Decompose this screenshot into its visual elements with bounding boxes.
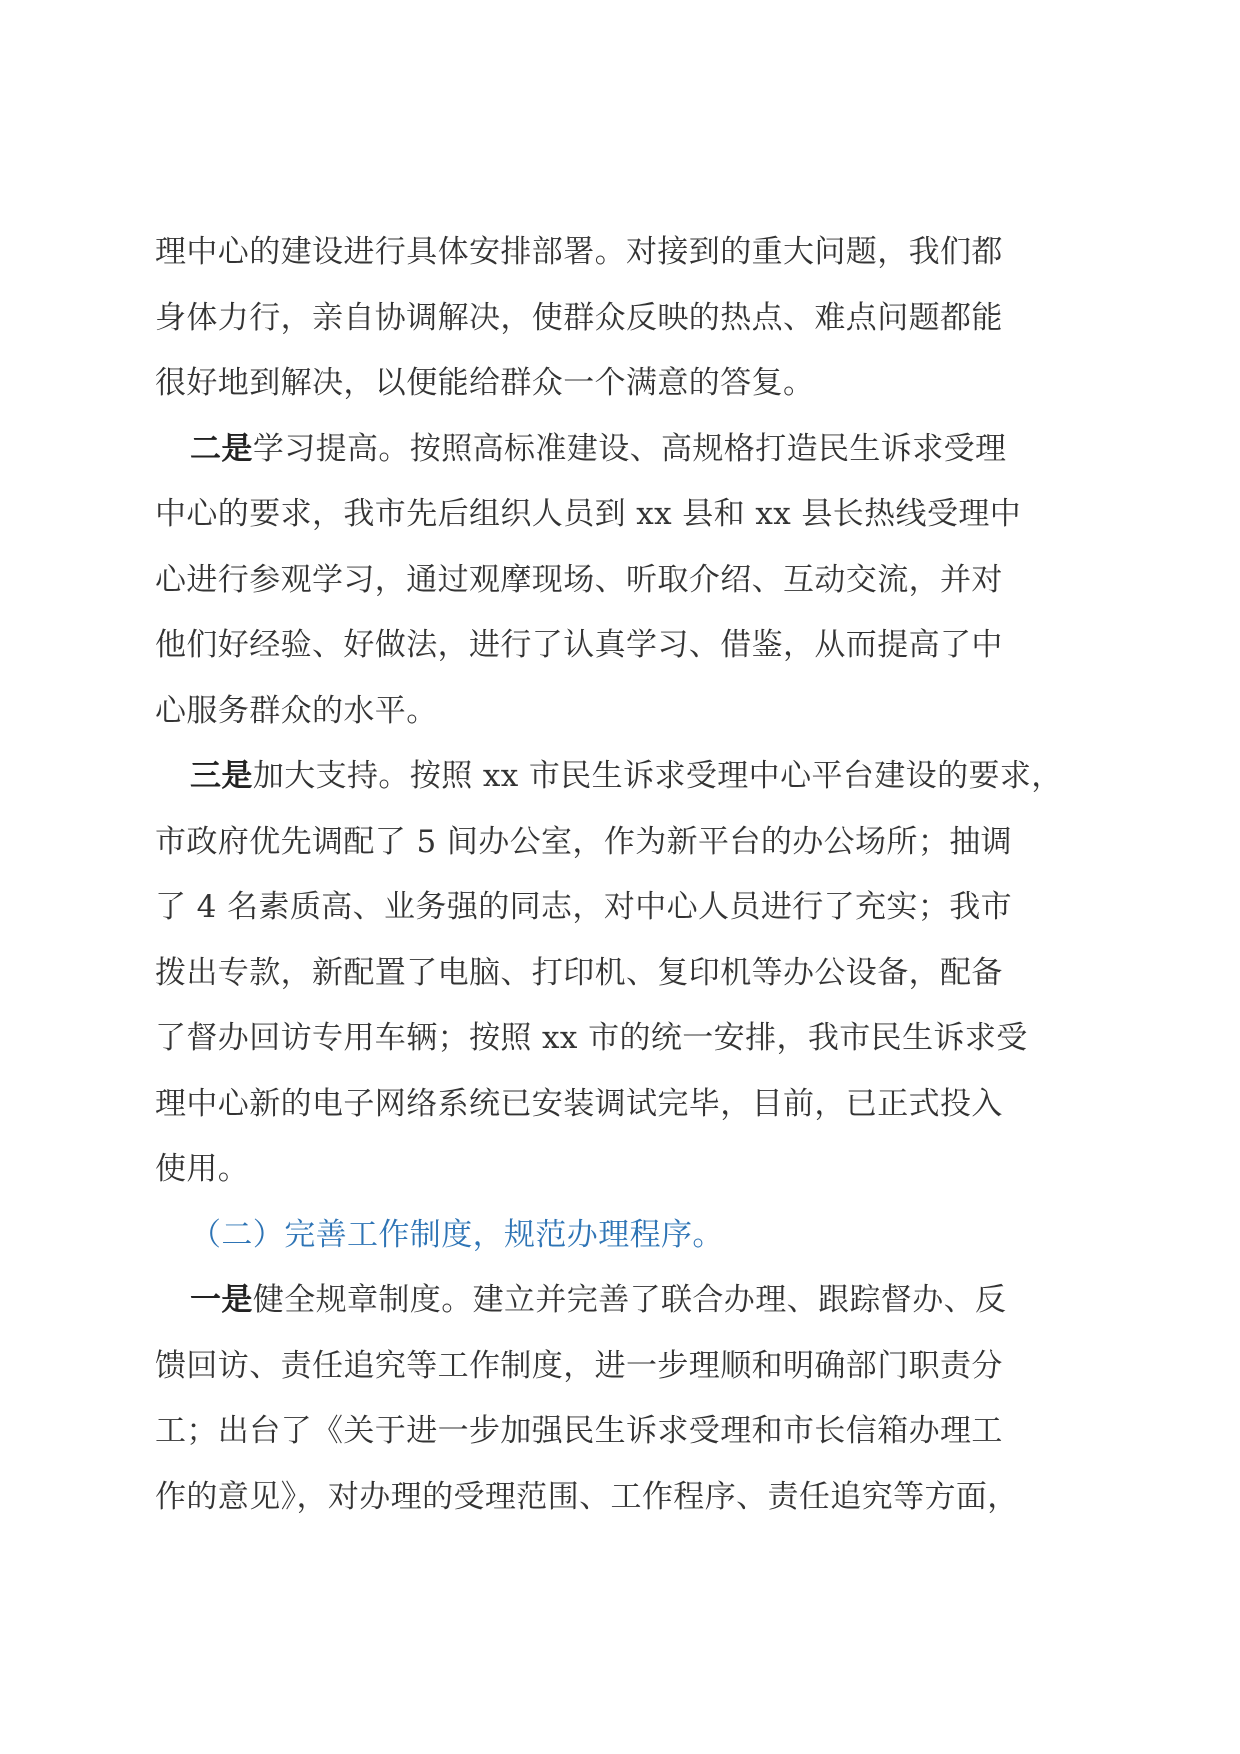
text-fragment: 学习提高。按照高标准建设、高规格打造民生诉求受理 [252,430,1007,467]
text-line: 市政府优先调配了 5 间办公室，作为新平台的办公场所；抽调 [155,823,1013,860]
text-line: 理中心新的电子网络系统已安装调试完毕，目前，已正式投入 [155,1085,1003,1122]
section-heading [155,1203,1095,1269]
text-line-first [155,1268,1095,1334]
document-body [155,220,1095,1530]
text-line: 了 4 名素质高、业务强的同志，对中心人员进行了充实；我市 [155,889,1013,925]
text-line-first [155,744,1095,810]
text-line: 了督办回访专用车辆；按照 xx 市的统一安排，我市民生诉求受 [155,1020,1028,1056]
text-line: 身体力行，亲自协调解决，使群众反映的热点、难点问题都能 [155,299,1003,336]
text-line: 工；出台了《关于进一步加强民生诉求受理和市长信箱办理工 [155,1413,1003,1449]
paragraph-lead: 一是 [190,1282,253,1318]
paragraph-continuation [155,220,1095,417]
section-heading-text: （二）完善工作制度，规范办理程序。 [190,1216,724,1253]
text-line: 作的意见》，对办理的受理范围、工作程序、责任追究等方面， [155,1478,1019,1515]
paragraph-lead: 二是 [190,430,253,467]
text-line: 使用。 [155,1151,250,1187]
text-line-first [155,417,1095,483]
text-line: 理中心的建设进行具体安排部署。对接到的重大问题，我们都 [155,234,1003,270]
text-line: 心进行参观学习，通过观摩现场、听取介绍、互动交流，并对 [155,561,1003,598]
text-line: 很好地到解决，以便能给群众一个满意的答复。 [155,365,815,401]
text-line: 中心的要求，我市先后组织人员到 xx 县和 xx 县长热线受理中 [155,496,1022,532]
paragraph-support [155,744,1095,1203]
text-line: 他们好经验、好做法，进行了认真学习、借鉴，从而提高了中 [155,627,1003,663]
text-fragment: 健全规章制度。建立并完善了联合办理、跟踪督办、反 [252,1282,1007,1318]
paragraph-rules [155,1268,1095,1530]
text-fragment: 加大支持。按照 xx 市民生诉求受理中心平台建设的要求， [252,758,1063,794]
text-line: 拨出专款，新配置了电脑、打印机、复印机等办公设备，配备 [155,954,1003,991]
text-line: 馈回访、责任追究等工作制度，进一步理顺和明确部门职责分 [155,1347,1003,1384]
paragraph-learning [155,417,1095,745]
paragraph-lead: 三是 [190,758,253,794]
text-line: 心服务群众的水平。 [155,692,438,729]
